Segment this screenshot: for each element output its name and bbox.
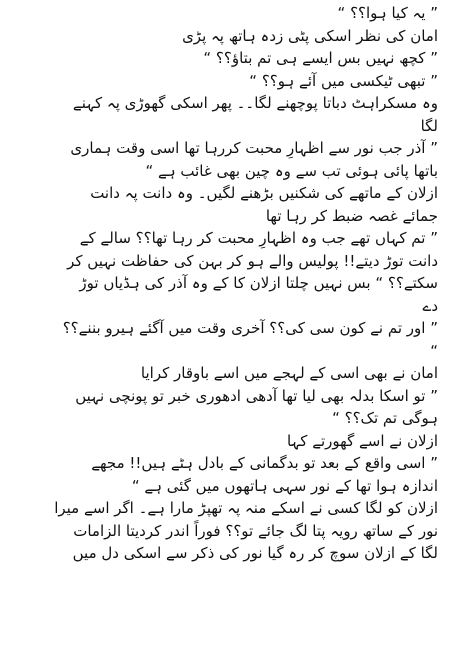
text-line-2: امان کی نظر اسکی پٹی زدہ ہاتھ پہ پڑی <box>182 26 438 45</box>
text-line-19: ہوگی تم تک؟؟ “ <box>332 409 438 427</box>
text-line-15: ” اور تم نے کون سی کی؟؟ آخری وقت میں آگئے ہیرو بننے؟؟ <box>62 319 438 337</box>
text-line-5: وہ مسکراہٹ دباتا پوچھنے لگا۔۔ پھر اسکی گھوڑی پہ کہنے <box>72 94 438 112</box>
text-line-1: ” یہ کیا ہوا؟؟ “ <box>337 4 438 22</box>
text-line-7: ” آذر جب نور سے اظہارِ محبت کررہا تھا اسی وقت ہماری <box>70 139 438 157</box>
text-line-14: دے <box>422 296 438 315</box>
text-line-6: لگا <box>420 116 438 135</box>
text-line-20: ازلان نے اسے گھورتے کہا <box>286 431 438 450</box>
text-line-22: اندازہ ہوا تھا کے نور سہی ہاتھوں میں گئی ہے “ <box>131 476 438 495</box>
text-line-10: جمائے غصہ ضبط کر رہا تھا <box>265 206 438 225</box>
text-line-4: ” تبھی ٹیکسی میں آئے ہو؟؟ “ <box>249 71 438 90</box>
text-line-9: ازلان کے ماتھے کی شکنیں بڑھنے لگیں۔ وہ دانت پہ دانت <box>90 184 438 202</box>
text-line-3: ” کچھ نہیں بس ایسے ہی تم بتاؤ؟؟ “ <box>203 49 438 67</box>
text-line-16: “ <box>430 341 438 360</box>
text-line-12: دانت توڑ دیتے!! پولیس والے ہو کر بہن کی حفاظت نہیں کر <box>67 251 438 270</box>
text-line-25: لگا کے ازلان سوچ کر رہ گیا نور کی ذکر سے اسکی دل میں <box>72 544 438 562</box>
text-line-11: ” تم کہاں تھے جب وہ اظہارِ محبت کر رہا تھا؟؟ سالے کے <box>79 229 438 247</box>
text-line-13: سکتے؟؟ “ بس نہیں چلتا ازلان کا کے وہ آذر کی ہڈیاں توڑ <box>79 274 438 292</box>
text-line-18: ” تو اسکا بدلہ بھی لیا تھا آدھی ادھوری خبر تو پونچی نہیں <box>75 386 438 405</box>
text-line-21: ” اسی واقع کے بعد تو بدگمانی کے بادل ہٹے ہیں!! مجھے <box>91 454 438 472</box>
text-line-23: ازلان کو لگا کسی نے اسکے منہ پہ تھپڑ مارا ہے۔ اگر اسے میرا <box>54 499 438 517</box>
text-line-24: نور کے ساتھ رویہ پتا لگ جائے تو؟؟ فوراً اندر کردیتا الزامات <box>73 521 438 540</box>
text-line-17: امان نے بھی اسی کے لہجے میں اسے باوقار کرایا <box>140 364 438 382</box>
text-line-8: باتھا پائی ہوئی تب سے وہ چین بھی غائب ہے “ <box>145 161 438 180</box>
